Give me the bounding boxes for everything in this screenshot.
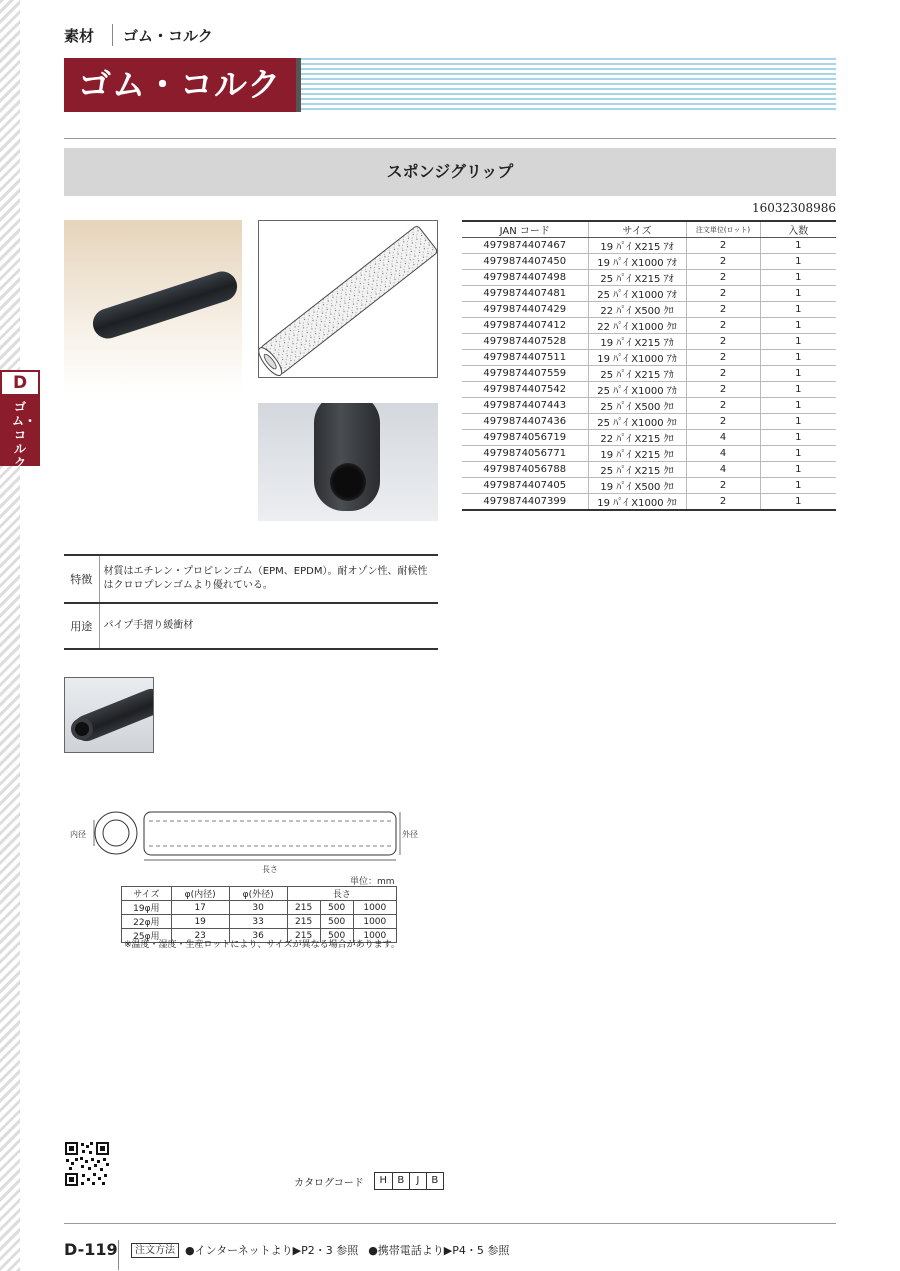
lot-cell: 2 xyxy=(686,318,760,334)
size-cell: 25 ﾊﾟｲ X215 ｱｵ xyxy=(588,270,686,286)
dim-header-size: サイズ xyxy=(122,887,172,901)
size-cell: 19 ﾊﾟｲ X215 ｸﾛ xyxy=(588,446,686,462)
table-row xyxy=(462,494,836,511)
jan-code-cell: 4979874407542 xyxy=(462,382,588,398)
quantity-cell: 1 xyxy=(760,254,836,270)
catalog-code-char: H xyxy=(379,1175,388,1186)
catalog-code-label: カタログコード xyxy=(294,1177,364,1189)
size-cell: 25 ﾊﾟｲ X1000 ｱｵ xyxy=(588,286,686,302)
dim-outer-cell: 33 xyxy=(229,915,287,929)
size-cell: 22 ﾊﾟｲ X500 ｸﾛ xyxy=(588,302,686,318)
unit-label: 単位：mm xyxy=(350,877,395,887)
sponge-grip-illustration xyxy=(259,221,438,378)
dim-header-length: 長さ xyxy=(287,887,396,901)
size-cell: 19 ﾊﾟｲ X1000 ｱｶ xyxy=(588,350,686,366)
quantity-cell: 1 xyxy=(760,318,836,334)
dim-length-cell: 1000 xyxy=(353,915,396,929)
product-photo-main xyxy=(64,220,242,392)
lot-cell: 2 xyxy=(686,254,760,270)
dim-length-cell: 500 xyxy=(320,915,353,929)
size-cell: 25 ﾊﾟｲ X215 ｱｶ xyxy=(588,366,686,382)
lot-cell: 2 xyxy=(686,382,760,398)
grip-tube-image xyxy=(89,268,241,343)
order-internet-link[interactable]: ●インターネットより▶P2・3 参照 xyxy=(185,1244,359,1257)
dimension-diagram xyxy=(64,805,418,879)
quantity-cell: 1 xyxy=(760,494,836,511)
quantity-cell: 1 xyxy=(760,414,836,430)
table-row xyxy=(462,334,836,350)
dimension-table xyxy=(121,886,397,943)
table-row xyxy=(462,318,836,334)
jan-code-cell: 4979874407481 xyxy=(462,286,588,302)
jan-code-cell: 4979874407528 xyxy=(462,334,588,350)
size-cell: 22 ﾊﾟｲ X1000 ｸﾛ xyxy=(588,318,686,334)
jan-code-cell: 4979874407559 xyxy=(462,366,588,382)
table-row xyxy=(462,350,836,366)
lot-cell: 2 xyxy=(686,478,760,494)
product-photo-end xyxy=(258,403,438,521)
table-row xyxy=(462,382,836,398)
left-margin-stripe xyxy=(0,0,20,1271)
quantity-cell: 1 xyxy=(760,446,836,462)
table-row xyxy=(462,270,836,286)
catalog-code-char: J xyxy=(409,1173,426,1189)
footer-divider xyxy=(64,1223,836,1224)
spec-row-feature xyxy=(64,555,438,603)
use-label: 用途 xyxy=(64,603,99,649)
title-stripes xyxy=(301,58,836,112)
jan-code-cell: 4979874056719 xyxy=(462,430,588,446)
section-divider xyxy=(64,138,836,139)
size-cell: 25 ﾊﾟｲ X1000 ｸﾛ xyxy=(588,414,686,430)
table-row xyxy=(462,430,836,446)
footer-separator xyxy=(118,1240,119,1270)
catalog-code xyxy=(294,1172,444,1190)
jan-code-cell: 4979874407511 xyxy=(462,350,588,366)
dim-length-cell: 500 xyxy=(320,901,353,915)
lot-cell: 2 xyxy=(686,270,760,286)
size-cell: 25 ﾊﾟｲ X1000 ｱｶ xyxy=(588,382,686,398)
lot-cell: 4 xyxy=(686,462,760,478)
table-row xyxy=(462,286,836,302)
inner-diameter-label: 内径 xyxy=(70,830,86,839)
qr-code-icon[interactable] xyxy=(64,1141,110,1187)
jan-header-size: サイズ xyxy=(588,221,686,238)
size-cell: 19 ﾊﾟｲ X215 ｱｵ xyxy=(588,238,686,254)
quantity-cell: 1 xyxy=(760,286,836,302)
dim-inner-cell: 19 xyxy=(171,915,229,929)
lot-cell: 4 xyxy=(686,446,760,462)
dim-outer-cell: 36 xyxy=(229,929,287,943)
size-note: ※温度・湿度・生産ロットにより、サイズが異なる場合があります。 xyxy=(124,940,400,950)
lot-cell: 2 xyxy=(686,286,760,302)
dim-inner-cell: 17 xyxy=(171,901,229,915)
size-cell: 25 ﾊﾟｲ X500 ｸﾛ xyxy=(588,398,686,414)
jan-code-cell: 4979874407399 xyxy=(462,494,588,511)
dimension-drawing xyxy=(64,805,414,875)
dim-header-inner: φ(内径) xyxy=(171,887,229,901)
jan-code-cell: 4979874407498 xyxy=(462,270,588,286)
dimension-table-header xyxy=(122,887,397,901)
dim-inner-cell: 23 xyxy=(171,929,229,943)
product-code: 16032308986 xyxy=(752,201,836,215)
quantity-cell: 1 xyxy=(760,302,836,318)
dim-size-cell: 22φ用 xyxy=(122,915,172,929)
dim-length-cell: 215 xyxy=(287,915,320,929)
dim-length-cell: 1000 xyxy=(353,901,396,915)
table-row xyxy=(462,254,836,270)
quantity-cell: 1 xyxy=(760,270,836,286)
lot-cell: 2 xyxy=(686,238,760,254)
breadcrumb-subcategory[interactable]: ゴム・コルク xyxy=(123,26,213,45)
size-cell: 19 ﾊﾟｲ X500 ｸﾛ xyxy=(588,478,686,494)
lot-cell: 2 xyxy=(686,414,760,430)
product-name: スポンジグリップ xyxy=(64,148,836,196)
order-mobile-link[interactable]: ●携帯電話より▶P4・5 参照 xyxy=(368,1244,510,1257)
table-row xyxy=(462,238,836,254)
title-band xyxy=(64,58,836,112)
table-row xyxy=(462,414,836,430)
quantity-cell: 1 xyxy=(760,398,836,414)
jan-code-cell: 4979874407412 xyxy=(462,318,588,334)
dim-size-cell: 19φ用 xyxy=(122,901,172,915)
lot-cell: 2 xyxy=(686,334,760,350)
catalog-code-char: B xyxy=(392,1173,409,1189)
dim-length-cell: 215 xyxy=(287,901,320,915)
quantity-cell: 1 xyxy=(760,350,836,366)
jan-header-qty: 入数 xyxy=(760,221,836,238)
lot-cell: 2 xyxy=(686,350,760,366)
jan-table xyxy=(462,220,836,511)
grip-hole-image xyxy=(330,463,366,501)
dim-length-cell: 500 xyxy=(320,929,353,943)
table-row xyxy=(122,915,397,929)
product-photo-thumb xyxy=(64,677,154,753)
outer-diameter-label: 外径 xyxy=(402,830,418,839)
lot-cell: 2 xyxy=(686,366,760,382)
jan-table-header xyxy=(462,221,836,238)
quantity-cell: 1 xyxy=(760,478,836,494)
grip-thumb-end xyxy=(71,718,93,740)
lot-cell: 2 xyxy=(686,302,760,318)
size-cell: 22 ﾊﾟｲ X215 ｸﾛ xyxy=(588,430,686,446)
dim-outer-cell: 30 xyxy=(229,901,287,915)
spec-row-use xyxy=(64,603,438,649)
table-row xyxy=(122,901,397,915)
dim-length-cell: 215 xyxy=(287,929,320,943)
quantity-cell: 1 xyxy=(760,430,836,446)
breadcrumb-category[interactable]: 素材 xyxy=(64,26,95,45)
quantity-cell: 1 xyxy=(760,382,836,398)
catalog-code-char: B xyxy=(426,1173,443,1189)
table-row xyxy=(462,446,836,462)
dim-length-cell: 1000 xyxy=(353,929,396,943)
table-row xyxy=(462,462,836,478)
jan-code-cell: 4979874407405 xyxy=(462,478,588,494)
quantity-cell: 1 xyxy=(760,334,836,350)
product-illustration xyxy=(258,220,438,378)
jan-code-cell: 4979874056771 xyxy=(462,446,588,462)
jan-code-cell: 4979874407443 xyxy=(462,398,588,414)
jan-code-cell: 4979874407429 xyxy=(462,302,588,318)
table-row xyxy=(462,478,836,494)
size-cell: 19 ﾊﾟｲ X1000 ｸﾛ xyxy=(588,494,686,511)
jan-header-lot: 注文単位(ロット) xyxy=(686,221,760,238)
lot-cell: 4 xyxy=(686,430,760,446)
catalog-code-boxes xyxy=(374,1172,444,1190)
side-tab-letter: D xyxy=(0,370,40,396)
quantity-cell: 1 xyxy=(760,462,836,478)
dim-size-cell: 25φ用 xyxy=(122,929,172,943)
size-cell: 19 ﾊﾟｲ X215 ｱｶ xyxy=(588,334,686,350)
quantity-cell: 1 xyxy=(760,238,836,254)
jan-code-cell: 4979874407450 xyxy=(462,254,588,270)
jan-header-code: JAN コード xyxy=(462,221,588,238)
page-title: ゴム・コルク xyxy=(64,58,296,112)
order-method-label: 注文方法 xyxy=(131,1243,179,1258)
feature-label: 特徴 xyxy=(64,555,99,603)
use-text: パイプ手摺り緩衝材 xyxy=(99,603,438,649)
breadcrumb xyxy=(64,24,213,46)
side-tab-text: ゴム・コルク xyxy=(12,400,37,470)
feature-text: 材質はエチレン・プロピレンゴム（EPM、EPDM）。耐オゾン性、耐候性はクロロプレンゴムより優れている。 xyxy=(99,555,438,603)
jan-code-cell: 4979874056788 xyxy=(462,462,588,478)
length-label: 長さ xyxy=(262,865,278,874)
lot-cell: 2 xyxy=(686,494,760,511)
quantity-cell: 1 xyxy=(760,366,836,382)
table-row xyxy=(462,366,836,382)
jan-code-cell: 4979874407467 xyxy=(462,238,588,254)
dim-header-outer: φ(外径) xyxy=(229,887,287,901)
breadcrumb-divider xyxy=(112,24,113,46)
spec-table xyxy=(64,554,438,650)
table-row xyxy=(462,398,836,414)
page-number: D-119 xyxy=(64,1240,118,1259)
section-side-tab[interactable] xyxy=(0,370,40,470)
jan-code-cell: 4979874407436 xyxy=(462,414,588,430)
size-cell: 25 ﾊﾟｲ X215 ｸﾛ xyxy=(588,462,686,478)
order-info xyxy=(131,1242,519,1258)
lot-cell: 2 xyxy=(686,398,760,414)
table-row xyxy=(462,302,836,318)
size-cell: 19 ﾊﾟｲ X1000 ｱｵ xyxy=(588,254,686,270)
